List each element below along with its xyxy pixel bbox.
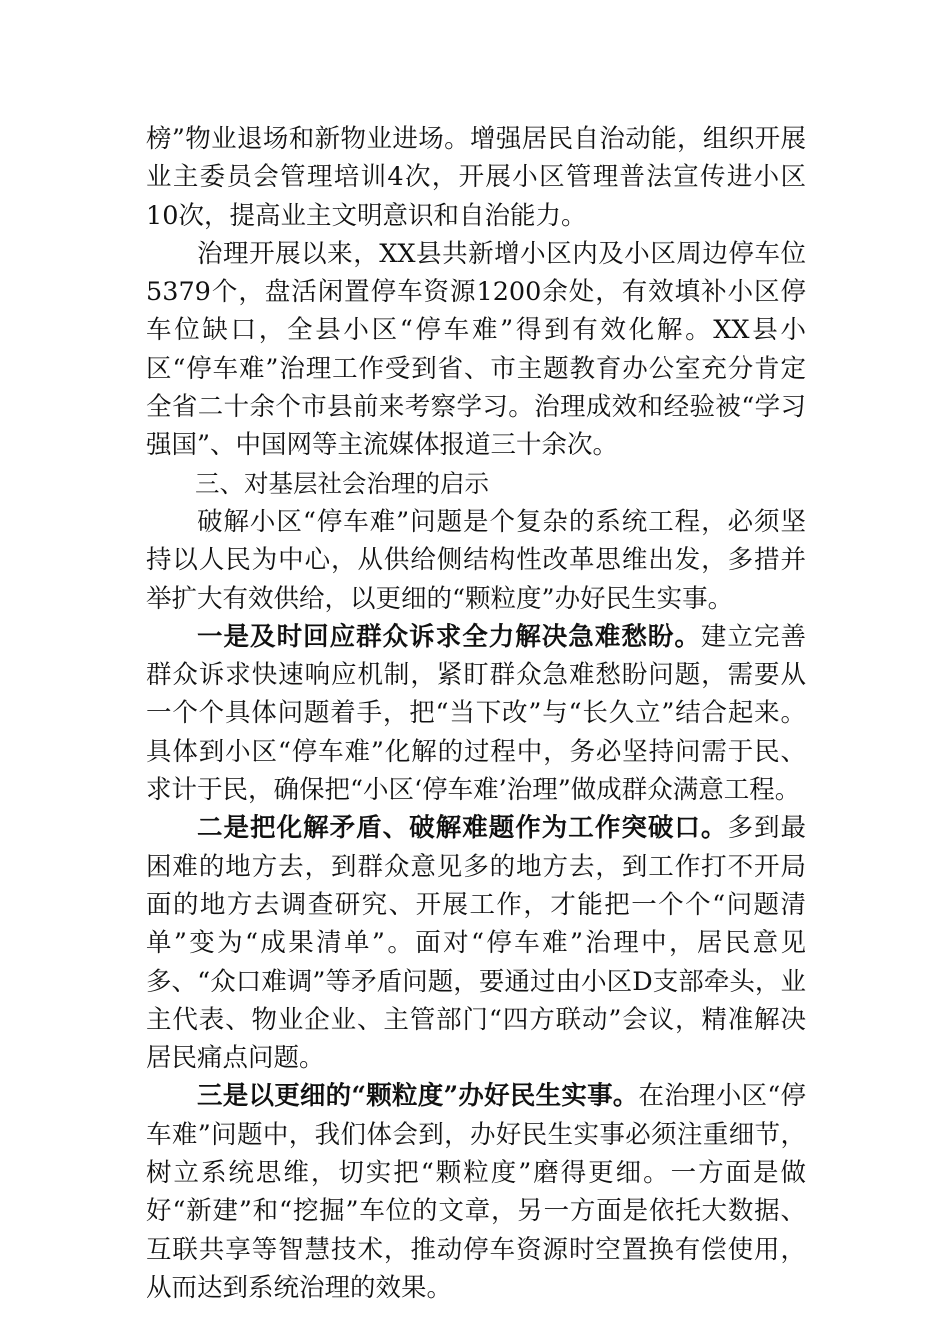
paragraph-section-intro: 破解小区“停车难”问题是个复杂的系统工程，必须坚持以人民为中心，从供给侧结构性改革思维出发，多措并举扩大有效供给，以更细的“颗粒度”办好民生实事。 bbox=[146, 506, 806, 614]
paragraph-point-two bbox=[146, 809, 806, 1077]
point-three-text: 在治理小区“停车难”问题中，我们体会到，办好民生实事必须注重细节，树立系统思维，切实把“颗粒度”磨得更细。一方面是做好“新建”和“挖掘”车位的文章，另一方面是依托大数据、互联共享等智慧技术，推动停车资源时空置换有偿使用，从而达到系统治理的效果。 bbox=[146, 1081, 806, 1303]
paragraph-point-three bbox=[146, 1077, 806, 1307]
section-heading: 三、对基层社会治理的启示 bbox=[195, 468, 489, 498]
point-one-lead: 一是及时回应群众诉求全力解决急难愁盼。 bbox=[197, 621, 701, 652]
point-one-text: 建立完善群众诉求快速响应机制，紧盯群众急难愁盼问题，需要从一个个具体问题着手，把“当下改”与“长久立”结合起来。具体到小区“停车难”化解的过程中，务必坚持问需于民、求计于民，确保把“小区‘停车难’治理”做成群众满意工程。 bbox=[146, 621, 806, 806]
document-page bbox=[146, 120, 806, 1307]
paragraph-results: 治理开展以来，XX县共新增小区内及小区周边停车位5379个，盘活闲置停车资源1200余处，有效填补小区停车位缺口，全县小区“停车难”得到有效化解。XX县小区“停车难”治理工作受到省、市主题教育办公室充分肯定全省二十余个市县前来考察学习。治理成效和经验被“学习强国”、中国网等主流媒体报道三十余次。 bbox=[146, 238, 806, 461]
point-two-text: 多到最困难的地方去，到群众意见多的地方去，到工作打不开局面的地方去调查研究、开展工作，才能把一个个“问题清单”变为“成果清单”。面对“停车难”治理中，居民意见多、“众口难调”等矛盾问题，要通过由小区D支部牵头，业主代表、物业企业、主管部门“四方联动”会议，精准解决居民痛点问题。 bbox=[146, 813, 806, 1074]
paragraph-self-governance: 榜”物业退场和新物业进场。增强居民自治动能，组织开展业主委员会管理培训4次，开展小区管理普法宣传进小区10次，提高业主文明意识和自治能力。 bbox=[146, 124, 806, 231]
point-three-lead: 三是以更细的“颗粒度”办好民生实事。 bbox=[197, 1081, 639, 1112]
paragraph-point-one bbox=[146, 618, 806, 809]
point-two-lead: 二是把化解矛盾、破解难题作为工作突破口。 bbox=[197, 813, 728, 844]
